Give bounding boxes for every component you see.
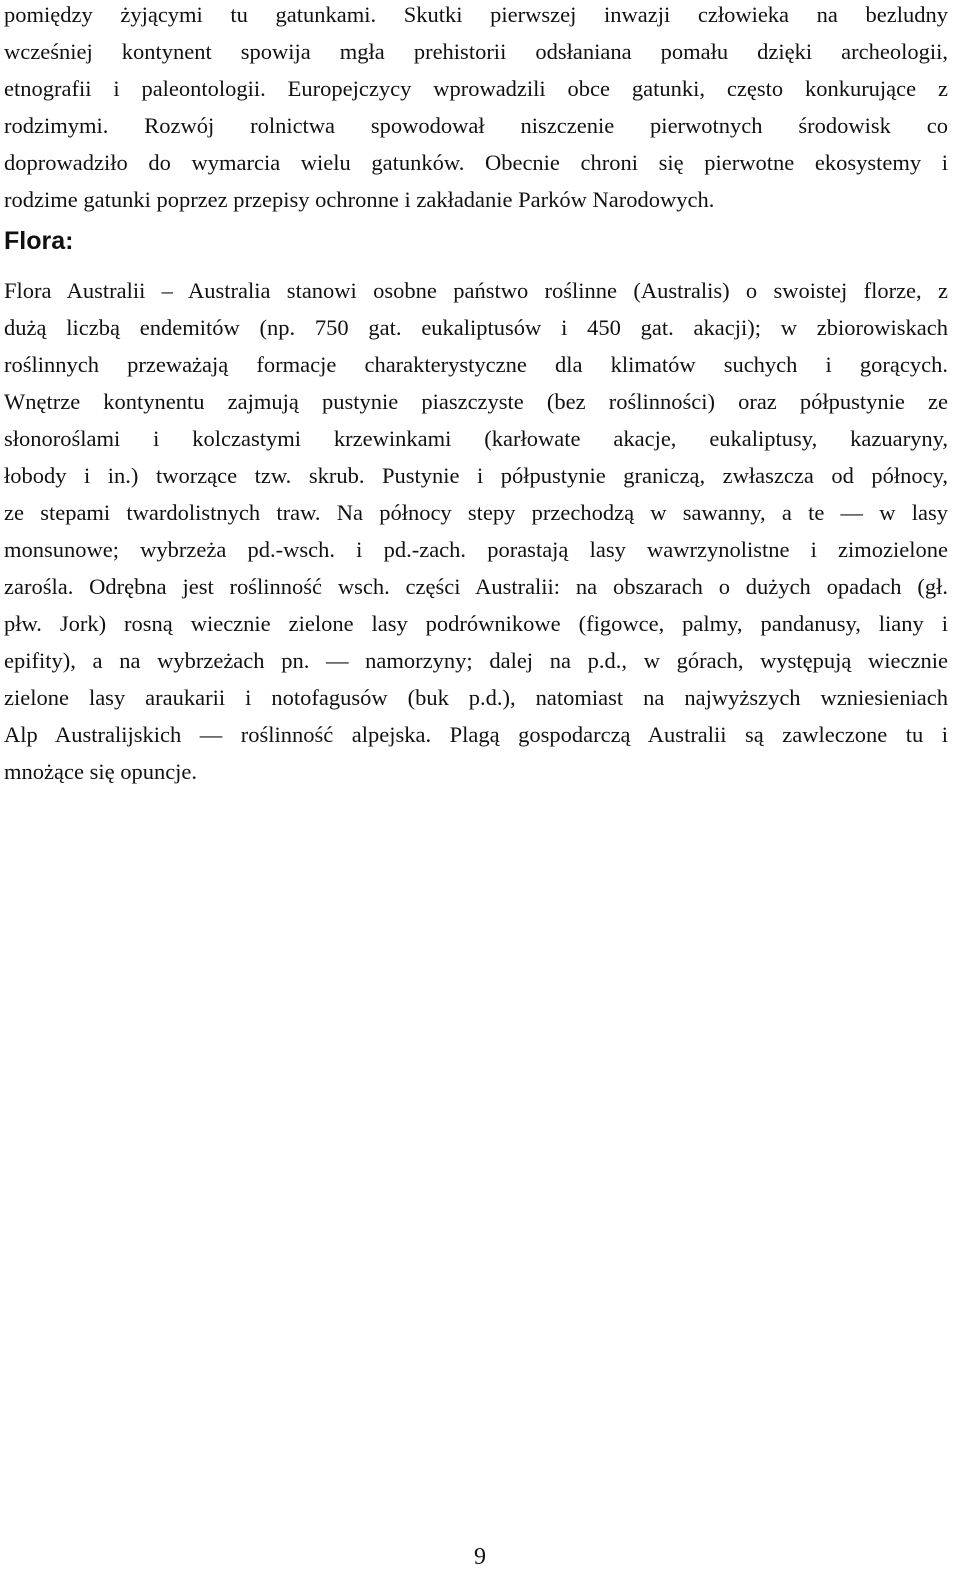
paragraph-2-line: płw. Jork) rosną wiecznie zielone lasy podrównikowe (figowce, palmy, pandanusy, liany i [4,611,948,636]
paragraph-1-line: rodzime gatunki poprzez przepisy ochronne i zakładanie Parków Narodowych. [4,187,715,212]
paragraph-2-line: słonoroślami i kolczastymi krzewinkami (karłowate akacje, eukaliptusy, kazuaryny, [4,426,948,451]
paragraph-2-line: dużą liczbą endemitów (np. 750 gat. eukaliptusów i 450 gat. akacji); w zbiorowiskach [4,315,948,340]
paragraph-1-line: etnografii i paleontologii. Europejczycy wprowadzili obce gatunki, często konkurujące z [4,76,948,101]
paragraph-2-line: łobody i in.) tworzące tzw. skrub. Pustynie i półpustynie graniczą, zwłaszcza od północy, [4,463,948,488]
paragraph-1-line: pomiędzy żyjącymi tu gatunkami. Skutki pierwszej inwazji człowieka na bezludny [4,2,948,27]
paragraph-2-line: epifity), a na wybrzeżach pn. — namorzyny; dalej na p.d., w górach, występują wiecznie [4,648,948,673]
paragraph-2-line: Wnętrze kontynentu zajmują pustynie piaszczyste (bez roślinności) oraz półpustynie ze [4,389,948,414]
paragraph-2-line: zarośla. Odrębna jest roślinność wsch. części Australii: na obszarach o dużych opadach (gł. [4,574,948,599]
section-heading: Flora: [4,227,74,255]
paragraph-2-line: roślinnych przeważają formacje charakterystyczne dla klimatów suchych i gorących. [4,352,948,377]
page-number: 9 [474,1544,486,1570]
paragraph-2-line: Alp Australijskich — roślinność alpejska. Plagą gospodarczą Australii są zawleczone tu i [4,722,948,747]
paragraph-1-line: doprowadziło do wymarcia wielu gatunków. Obecnie chroni się pierwotne ekosystemy i [4,150,948,175]
paragraph-1-line: rodzimymi. Rozwój rolnictwa spowodował niszczenie pierwotnych środowisk co [4,113,948,138]
paragraph-2-line: ze stepami twardolistnych traw. Na północy stepy przechodzą w sawanny, a te — w lasy [4,500,948,525]
paragraph-2-line: zielone lasy araukarii i notofagusów (buk p.d.), natomiast na najwyższych wzniesieniach [4,685,948,710]
paragraph-1-line: wcześniej kontynent spowija mgła prehistorii odsłaniana pomału dzięki archeologii, [4,39,948,64]
paragraph-2-line: monsunowe; wybrzeża pd.-wsch. i pd.-zach. porastają lasy wawrzynolistne i zimozielone [4,537,948,562]
paragraph-2-line: mnożące się opuncje. [4,759,198,784]
paragraph-2-line: Flora Australii – Australia stanowi osobne państwo roślinne (Australis) o swoistej florze, z [4,278,948,303]
